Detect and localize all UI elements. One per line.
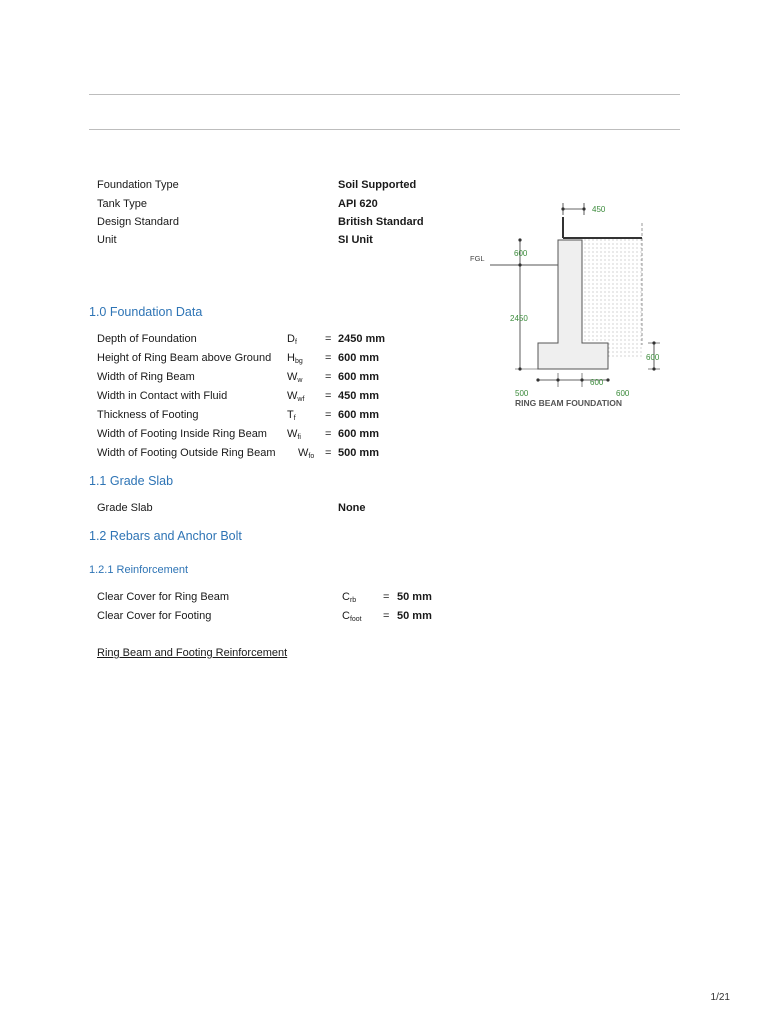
dim-tick bbox=[606, 378, 609, 381]
general-value: SI Unit bbox=[338, 234, 373, 246]
row-value: 50 mm bbox=[397, 591, 432, 603]
row-equals: = bbox=[325, 428, 332, 440]
row-value: 450 mm bbox=[338, 390, 379, 402]
row-value: 600 mm bbox=[338, 428, 379, 440]
general-label: Unit bbox=[97, 234, 117, 246]
row-symbol: $H_{bg}$ bbox=[287, 352, 303, 365]
row-label: Thickness of Footing bbox=[97, 409, 199, 421]
general-value: API 620 bbox=[338, 198, 378, 210]
row-value: 600 mm bbox=[338, 352, 379, 364]
row-symbol: $W_{fi}$ bbox=[287, 428, 301, 441]
row-symbol: $T_f$ bbox=[287, 409, 296, 422]
row-equals: = bbox=[383, 591, 390, 603]
row-symbol: $W_{wf}$ bbox=[287, 390, 305, 403]
row-label: Depth of Foundation bbox=[97, 333, 197, 345]
general-label: Tank Type bbox=[97, 198, 147, 210]
general-label: Design Standard bbox=[97, 216, 179, 228]
row-equals: = bbox=[383, 610, 390, 622]
header-rule-bottom bbox=[89, 129, 680, 130]
header-rule-top bbox=[89, 94, 680, 95]
dim-label-600-right: 600 bbox=[646, 353, 660, 362]
row-symbol: $W_w$ bbox=[287, 371, 303, 384]
dim-label-450: 450 bbox=[592, 205, 606, 214]
dim-tick bbox=[536, 378, 539, 381]
row-symbol: $C_{rb}$ bbox=[342, 591, 357, 604]
dim-label-500: 500 bbox=[515, 389, 529, 398]
row-equals: = bbox=[325, 333, 332, 345]
dim-label-600-top: 600 bbox=[514, 249, 528, 258]
grade-slab-label: Grade Slab bbox=[97, 502, 153, 514]
row-equals: = bbox=[325, 371, 332, 383]
row-value: 600 mm bbox=[338, 409, 379, 421]
row-label: Clear Cover for Ring Beam bbox=[97, 591, 230, 603]
row-symbol: $W_{fo}$ bbox=[298, 447, 315, 460]
dim-label-600-bottom: 600 bbox=[590, 378, 604, 387]
dim-label-600-bottom-right: 600 bbox=[616, 389, 630, 398]
row-equals: = bbox=[325, 390, 332, 402]
row-value: 500 mm bbox=[338, 447, 379, 459]
row-equals: = bbox=[325, 409, 332, 421]
row-symbol: $C_{foot}$ bbox=[342, 610, 362, 623]
row-equals: = bbox=[325, 352, 332, 364]
row-symbol: $D_f$ bbox=[287, 333, 297, 346]
general-label: Foundation Type bbox=[97, 179, 179, 191]
row-equals: = bbox=[325, 447, 332, 459]
fgl-label: FGL bbox=[470, 254, 485, 263]
row-value: 600 mm bbox=[338, 371, 379, 383]
diagram-caption: RING BEAM FOUNDATION bbox=[515, 398, 623, 408]
row-value: 2450 mm bbox=[338, 333, 386, 345]
row-label: Width of Ring Beam bbox=[97, 371, 195, 383]
row-value: 50 mm bbox=[397, 610, 432, 622]
ring-beam-foundation-diagram bbox=[460, 195, 680, 415]
row-label: Width in Contact with Fluid bbox=[97, 390, 228, 402]
grade-slab-value: None bbox=[338, 502, 366, 514]
section-heading-rebars: 1.2 Rebars and Anchor Bolt bbox=[89, 529, 242, 543]
reinforcement-subheading-link: Ring Beam and Footing Reinforcement bbox=[97, 647, 288, 659]
dim-label-2450: 2450 bbox=[510, 314, 528, 323]
page-number: 1/21 bbox=[710, 992, 730, 1003]
row-label: Width of Footing Outside Ring Beam bbox=[97, 447, 276, 459]
section-heading-grade-slab: 1.1 Grade Slab bbox=[89, 474, 174, 488]
soil-hatch bbox=[582, 237, 642, 357]
row-label: Height of Ring Beam above Ground bbox=[97, 352, 272, 364]
row-label: Clear Cover for Footing bbox=[97, 610, 212, 622]
section-heading-foundation-data: 1.0 Foundation Data bbox=[89, 305, 203, 319]
general-value: Soil Supported bbox=[338, 179, 417, 191]
subsection-heading-reinforcement: 1.2.1 Reinforcement bbox=[89, 564, 189, 576]
general-value: British Standard bbox=[338, 216, 424, 228]
dim-tick bbox=[518, 238, 521, 241]
row-label: Width of Footing Inside Ring Beam bbox=[97, 428, 267, 440]
